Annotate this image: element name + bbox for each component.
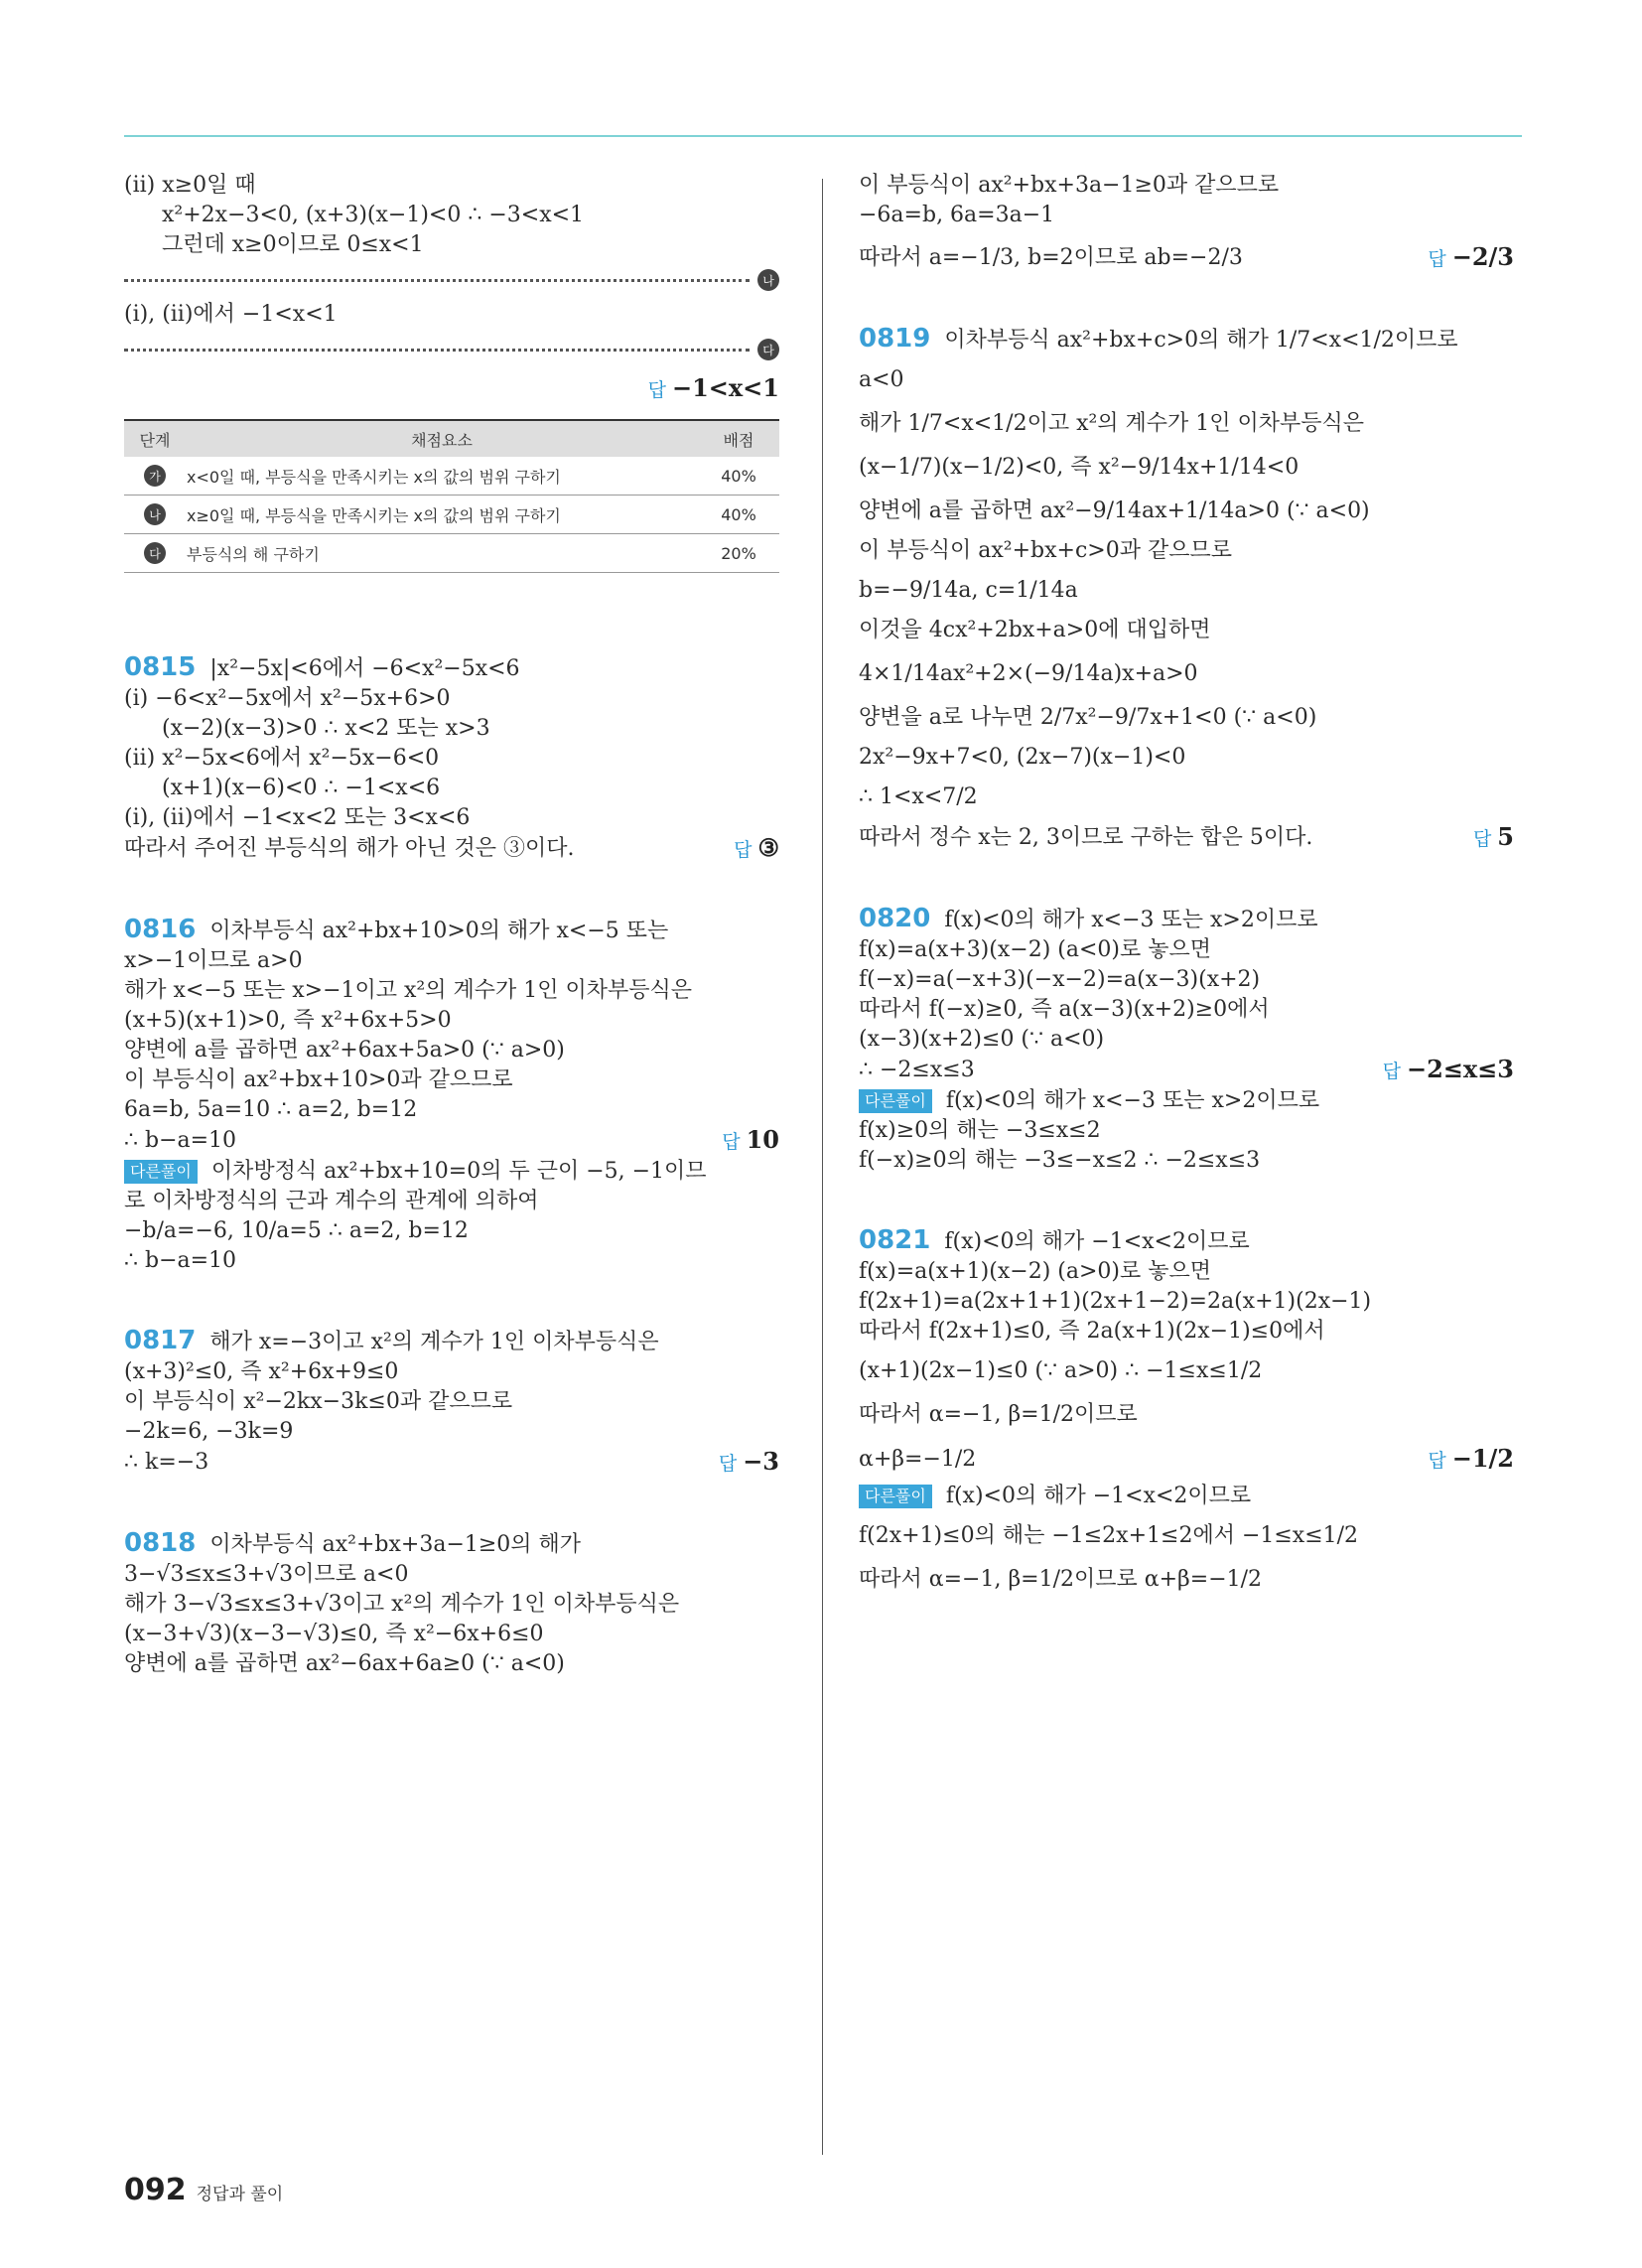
text-line: x²+2x−3<0, (x+3)(x−1)<0 ∴ −3<x<1 xyxy=(162,203,585,227)
text-line: (x−3)(x+2)≤0 (∵ a<0) xyxy=(859,1027,1105,1052)
text-line: (ⅰ) −6<x²−5x에서 x²−5x+6>0 xyxy=(124,686,451,711)
text-line: 6a=b, 5a=10 ∴ a=2, b=12 xyxy=(124,1097,418,1122)
text-line: (x+3)²≤0, 즉 x²+6x+9≤0 xyxy=(124,1359,399,1384)
text-line: 로 이차방정식의 근과 계수의 관계에 의하여 xyxy=(124,1189,539,1213)
answer-row: 따라서 정수 x는 2, 3이므로 구하는 합은 5이다. 답 5 xyxy=(859,822,1514,851)
answer-row: ∴ k=−3 답 −3 xyxy=(124,1447,779,1476)
text-line: 이 부등식이 ax²+bx+c>0과 같으므로 xyxy=(859,538,1232,563)
text-line: f(x)=a(x+3)(x−2) (a<0)로 놓으면 xyxy=(859,937,1211,962)
footer-label: 정답과 풀이 xyxy=(196,2185,284,2204)
text-line: 양변에 a를 곱하면 ax²+6ax+5a>0 (∵ a>0) xyxy=(124,1038,565,1063)
problem-0816: 0816 이차부등식 ax²+bx+10>0의 해가 x<−5 또는 xyxy=(124,915,669,944)
text-line: 해가 1/7<x<1/2이고 x²의 계수가 1인 이차부등식은 xyxy=(859,411,1365,436)
table-header: 배점 xyxy=(698,420,779,457)
left-column xyxy=(124,171,779,1679)
table-row: 가 x<0일 때, 부등식을 만족시키는 x의 값의 범위 구하기 40% xyxy=(124,457,779,496)
column-divider xyxy=(822,179,823,2155)
answer-row: α+β=−1/2 답 −1/2 xyxy=(859,1444,1514,1473)
text-line: 이 부등식이 x²−2kx−3k≤0과 같으므로 xyxy=(124,1389,513,1414)
text-line: 이 부등식이 ax²+bx+10>0과 같으므로 xyxy=(124,1067,513,1092)
text-line: 이 부등식이 ax²+bx+3a−1≥0과 같으므로 xyxy=(859,173,1280,198)
text-line: 따라서 α=−1, β=1/2이므로 xyxy=(859,1402,1138,1427)
text-line: f(2x+1)≤0의 해는 −1≤2x+1≤2에서 −1≤x≤1/2 xyxy=(859,1523,1359,1548)
problem-0821: 0821 f(x)<0의 해가 −1<x<2이므로 xyxy=(859,1225,1250,1255)
alt-solution: 다른풀이 f(x)<0의 해가 −1<x<2이므로 xyxy=(859,1482,1514,1511)
text-line: 3−√3≤x≤3+√3이므로 a<0 xyxy=(124,1562,409,1587)
text-line: 따라서 f(2x+1)≤0, 즉 2a(x+1)(2x−1)≤0에서 xyxy=(859,1319,1325,1344)
text-line: 해가 3−√3≤x≤3+√3이고 x²의 계수가 1인 이차부등식은 xyxy=(124,1592,680,1617)
table-row: 나 x≥0일 때, 부등식을 만족시키는 x의 값의 범위 구하기 40% xyxy=(124,496,779,534)
text-line: f(−x)≥0의 해는 −3≤−x≤2 ∴ −2≤x≤3 xyxy=(859,1148,1261,1173)
text-line: −2k=6, −3k=9 xyxy=(124,1419,294,1444)
text-line: (x−2)(x−3)>0 ∴ x<2 또는 x>3 xyxy=(162,716,490,741)
header-rule xyxy=(124,135,1522,137)
text-line: a<0 xyxy=(859,367,904,392)
problem-0815: 0815 |x²−5x|<6에서 −6<x²−5x<6 xyxy=(124,652,520,682)
problem-0817: 0817 해가 x=−3이고 x²의 계수가 1인 이차부등식은 xyxy=(124,1326,659,1355)
text-line: 2x²−9x+7<0, (2x−7)(x−1)<0 xyxy=(859,745,1186,770)
text-line: ∴ b−a=10 xyxy=(124,1248,237,1273)
table-header: 채점요소 xyxy=(186,420,698,457)
answer-row: 따라서 a=−1/3, b=2이므로 ab=−2/3 답 −2/3 xyxy=(859,242,1514,271)
text-line: 양변에 a를 곱하면 ax²−6ax+6a≥0 (∵ a<0) xyxy=(124,1651,565,1676)
text-line: (x+5)(x+1)>0, 즉 x²+6x+5>0 xyxy=(124,1008,452,1033)
text-line: 그런데 x≥0이므로 0≤x<1 xyxy=(162,232,424,257)
text-line: 해가 x<−5 또는 x>−1이고 x²의 계수가 1인 이차부등식은 xyxy=(124,978,693,1003)
text-line: ∴ 1<x<7/2 xyxy=(859,784,978,809)
step-mark-icon: 다 xyxy=(757,339,779,360)
text-line: (x−3+√3)(x−3−√3)≤0, 즉 x²−6x+6≤0 xyxy=(124,1622,544,1646)
text-line: f(2x+1)=a(2x+1+1)(2x+1−2)=2a(x+1)(2x−1) xyxy=(859,1289,1372,1314)
text-line: −b/a=−6, 10/a=5 ∴ a=2, b=12 xyxy=(124,1218,469,1243)
text-line: 따라서 α=−1, β=1/2이므로 α+β=−1/2 xyxy=(859,1567,1263,1592)
text-line: 이것을 4cx²+2bx+a>0에 대입하면 xyxy=(859,618,1211,642)
scoring-table xyxy=(124,419,779,573)
text-line: 양변을 a로 나누면 2/7x²−9/7x+1<0 (∵ a<0) xyxy=(859,705,1317,730)
step-divider xyxy=(124,260,779,300)
text-line: (ⅰ), (ⅱ)에서 −1<x<1 xyxy=(124,302,338,327)
text-line: (x+1)(2x−1)≤0 (∵ a>0) ∴ −1≤x≤1/2 xyxy=(859,1358,1263,1383)
problem-0818: 0818 이차부등식 ax²+bx+3a−1≥0의 해가 xyxy=(124,1528,582,1558)
page-footer xyxy=(124,2173,283,2207)
answer-row: ∴ b−a=10 답 10 xyxy=(124,1125,779,1154)
answer: 답 −1<x<1 xyxy=(647,373,779,402)
step-divider xyxy=(124,330,779,369)
text-line: (x+1)(x−6)<0 ∴ −1<x<6 xyxy=(162,776,441,800)
answer-row: ∴ −2≤x≤3 답 −2≤x≤3 xyxy=(859,1055,1514,1083)
text-line: f(−x)=a(−x+3)(−x−2)=a(x−3)(x+2) xyxy=(859,967,1261,992)
page-number: 092 xyxy=(124,2173,187,2207)
text-line: −6a=b, 6a=3a−1 xyxy=(859,203,1055,227)
text-line: b=−9/14a, c=1/14a xyxy=(859,578,1078,603)
text-line: (ⅱ) x≥0일 때 xyxy=(124,173,256,198)
step-mark-icon: 나 xyxy=(757,269,779,291)
problem-0819: 0819 이차부등식 ax²+bx+c>0의 해가 1/7<x<1/2이므로 xyxy=(859,324,1458,354)
text-line: 양변에 a를 곱하면 ax²−9/14ax+1/14a>0 (∵ a<0) xyxy=(859,498,1370,523)
text-line: f(x)=a(x+1)(x−2) (a>0)로 놓으면 xyxy=(859,1259,1211,1284)
right-column xyxy=(859,171,1514,1595)
alt-solution: 다른풀이 f(x)<0의 해가 x<−3 또는 x>2이므로 xyxy=(859,1086,1514,1116)
text-line: (ⅱ) x²−5x<6에서 x²−5x−6<0 xyxy=(124,746,440,771)
problem-0820: 0820 f(x)<0의 해가 x<−3 또는 x>2이므로 xyxy=(859,904,1318,933)
table-header: 단계 xyxy=(124,420,186,457)
text-line: 4×1/14ax²+2×(−9/14a)x+a>0 xyxy=(859,661,1198,686)
answer-row: 따라서 주어진 부등식의 해가 아닌 것은 ③이다. 답 ③ xyxy=(124,833,779,862)
text-line: x>−1이므로 a>0 xyxy=(124,948,303,973)
alt-solution: 다른풀이 이차방정식 ax²+bx+10=0의 두 근이 −5, −1이므 xyxy=(124,1157,779,1187)
text-line: 따라서 f(−x)≥0, 즉 a(x−3)(x+2)≥0에서 xyxy=(859,997,1270,1022)
table-row: 다 부등식의 해 구하기 20% xyxy=(124,534,779,573)
text-line: (ⅰ), (ⅱ)에서 −1<x<2 또는 3<x<6 xyxy=(124,805,471,830)
text-line: f(x)≥0의 해는 −3≤x≤2 xyxy=(859,1118,1101,1143)
text-line: (x−1/7)(x−1/2)<0, 즉 x²−9/14x+1/14<0 xyxy=(859,455,1300,480)
